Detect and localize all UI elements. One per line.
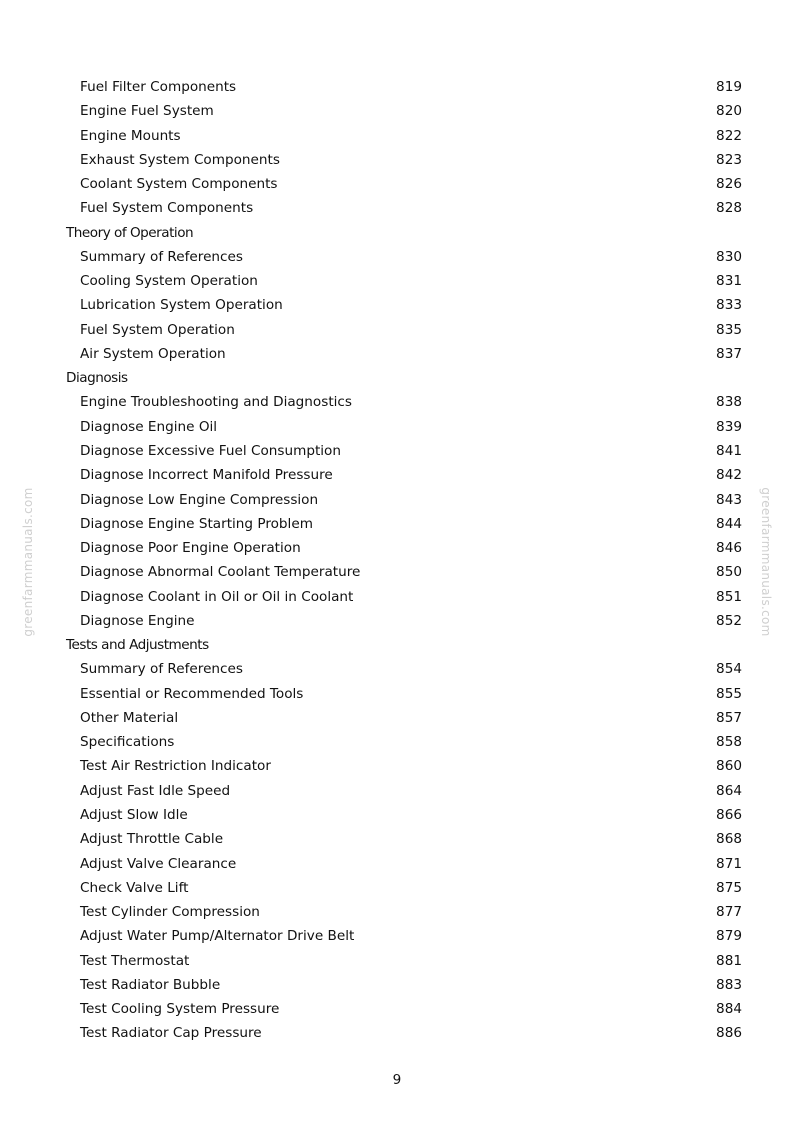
entry-title: Test Radiator Bubble [80,976,221,993]
toc-entry[interactable] [0,172,794,196]
entry-page-number: 875 [716,879,742,896]
entry-page-number: 883 [716,976,742,993]
entry-page-number: 879 [716,928,742,945]
toc-entry[interactable] [0,560,794,584]
entry-title: Diagnose Coolant in Oil or Oil in Coolant [80,588,354,605]
toc-entry[interactable] [0,512,794,536]
toc-entry[interactable] [0,706,794,730]
entry-page-number: 857 [716,709,742,726]
entry-page-number: 841 [716,442,742,459]
toc-entry[interactable] [0,463,794,487]
entry-page-number: 844 [716,515,742,532]
toc-entry[interactable] [0,924,794,948]
entry-title: Test Radiator Cap Pressure [80,1025,262,1042]
entry-title: Fuel Filter Components [80,79,237,95]
entry-page-number: 837 [716,345,742,362]
toc-entry[interactable] [0,827,794,851]
entry-title: Test Air Restriction Indicator [80,758,271,775]
entry-title: Fuel System Components [80,200,254,217]
toc-entry[interactable] [0,148,794,172]
entry-page-number: 854 [716,661,742,678]
entry-page-number: 822 [716,127,742,144]
entry-title: Diagnose Low Engine Compression [80,491,319,508]
entry-page-number: 820 [716,103,742,120]
entry-page-number: 871 [716,855,742,872]
toc-entry[interactable] [0,730,794,754]
entry-title: Specifications [80,734,175,751]
toc-entry[interactable] [0,536,794,560]
entry-page-number: 828 [716,200,742,217]
entry-title: Adjust Throttle Cable [80,831,224,848]
toc-entry[interactable] [0,1021,794,1045]
entry-page-number: 852 [716,612,742,629]
section-title: Theory of Operation [66,224,194,241]
toc-entry[interactable] [0,75,794,99]
entry-title: Diagnose Excessive Fuel Consumption [80,442,341,459]
entry-page-number: 864 [716,782,742,799]
table-of-contents [0,75,794,1046]
toc-entry[interactable] [0,196,794,220]
page-number: 9 [392,1072,402,1088]
entry-page-number: 826 [716,176,742,193]
toc-section-heading [0,366,794,390]
entry-page-number: 851 [716,588,742,605]
entry-page-number: 881 [716,952,742,969]
toc-entry[interactable] [0,99,794,123]
toc-entry[interactable] [0,803,794,827]
entry-page-number: 877 [716,904,742,921]
entry-title: Engine Troubleshooting and Diagnostics [80,394,352,411]
entry-title: Exhaust System Components [80,151,280,168]
entry-page-number: 886 [716,1025,742,1042]
toc-entry[interactable] [0,876,794,900]
entry-page-number: 838 [716,394,742,411]
entry-title: Test Cooling System Pressure [80,1001,280,1018]
entry-page-number: 833 [716,297,742,314]
toc-entry[interactable] [0,754,794,778]
entry-page-number: 823 [716,151,742,168]
entry-page-number: 835 [716,321,742,338]
entry-page-number: 819 [716,79,742,95]
toc-entry[interactable] [0,997,794,1021]
entry-page-number: 855 [716,685,742,702]
toc-entry[interactable] [0,293,794,317]
entry-title: Lubrication System Operation [80,297,283,314]
toc-entry[interactable] [0,342,794,366]
toc-entry[interactable] [0,900,794,924]
toc-entry[interactable] [0,949,794,973]
entry-title: Test Thermostat [80,952,190,969]
entry-page-number: 846 [716,540,742,557]
entry-title: Adjust Slow Idle [80,806,188,823]
toc-entry[interactable] [0,390,794,414]
entry-page-number: 868 [716,831,742,848]
section-title: Tests and Adjustments [66,637,209,654]
entry-title: Summary of References [80,661,243,678]
toc-entry[interactable] [0,415,794,439]
entry-page-number: 858 [716,734,742,751]
toc-entry[interactable] [0,973,794,997]
entry-title: Diagnose Engine Starting Problem [80,515,313,532]
entry-title: Test Cylinder Compression [80,904,260,921]
toc-entry[interactable] [0,609,794,633]
entry-title: Fuel System Operation [80,321,235,338]
entry-title: Diagnose Poor Engine Operation [80,540,301,557]
section-title: Diagnosis [66,370,128,387]
toc-section-heading [0,221,794,245]
entry-title: Diagnose Engine Oil [80,418,218,435]
entry-title: Adjust Fast Idle Speed [80,782,231,799]
toc-entry[interactable] [0,124,794,148]
entry-title: Engine Mounts [80,127,181,144]
entry-page-number: 860 [716,758,742,775]
entry-page-number: 839 [716,418,742,435]
watermark-left: greenfarmmanuals.com [21,487,35,637]
toc-entry[interactable] [0,682,794,706]
entry-page-number: 884 [716,1001,742,1018]
toc-entry[interactable] [0,488,794,512]
toc-section-heading [0,633,794,657]
toc-entry[interactable] [0,269,794,293]
watermark-right: greenfarmmanuals.com [759,487,773,637]
entry-title: Diagnose Abnormal Coolant Temperature [80,564,361,581]
entry-title: Adjust Water Pump/Alternator Drive Belt [80,928,355,945]
entry-title: Engine Fuel System [80,103,214,120]
toc-entry[interactable] [0,245,794,269]
entry-page-number: 850 [716,564,742,581]
entry-title: Diagnose Incorrect Manifold Pressure [80,467,333,484]
entry-title: Diagnose Engine [80,612,195,629]
entry-page-number: 842 [716,467,742,484]
entry-title: Air System Operation [80,345,226,362]
toc-entry[interactable] [0,439,794,463]
toc-entry[interactable] [0,657,794,681]
entry-page-number: 866 [716,806,742,823]
entry-title: Essential or Recommended Tools [80,685,304,702]
entry-page-number: 830 [716,248,742,265]
entry-page-number: 843 [716,491,742,508]
entry-title: Summary of References [80,248,243,265]
entry-title: Adjust Valve Clearance [80,855,237,872]
entry-title: Coolant System Components [80,176,278,193]
toc-entry[interactable] [0,852,794,876]
entry-page-number: 831 [716,273,742,290]
toc-entry[interactable] [0,585,794,609]
entry-title: Cooling System Operation [80,273,258,290]
toc-entry[interactable] [0,779,794,803]
toc-entry[interactable] [0,318,794,342]
entry-title: Check Valve Lift [80,879,189,896]
entry-title: Other Material [80,709,179,726]
